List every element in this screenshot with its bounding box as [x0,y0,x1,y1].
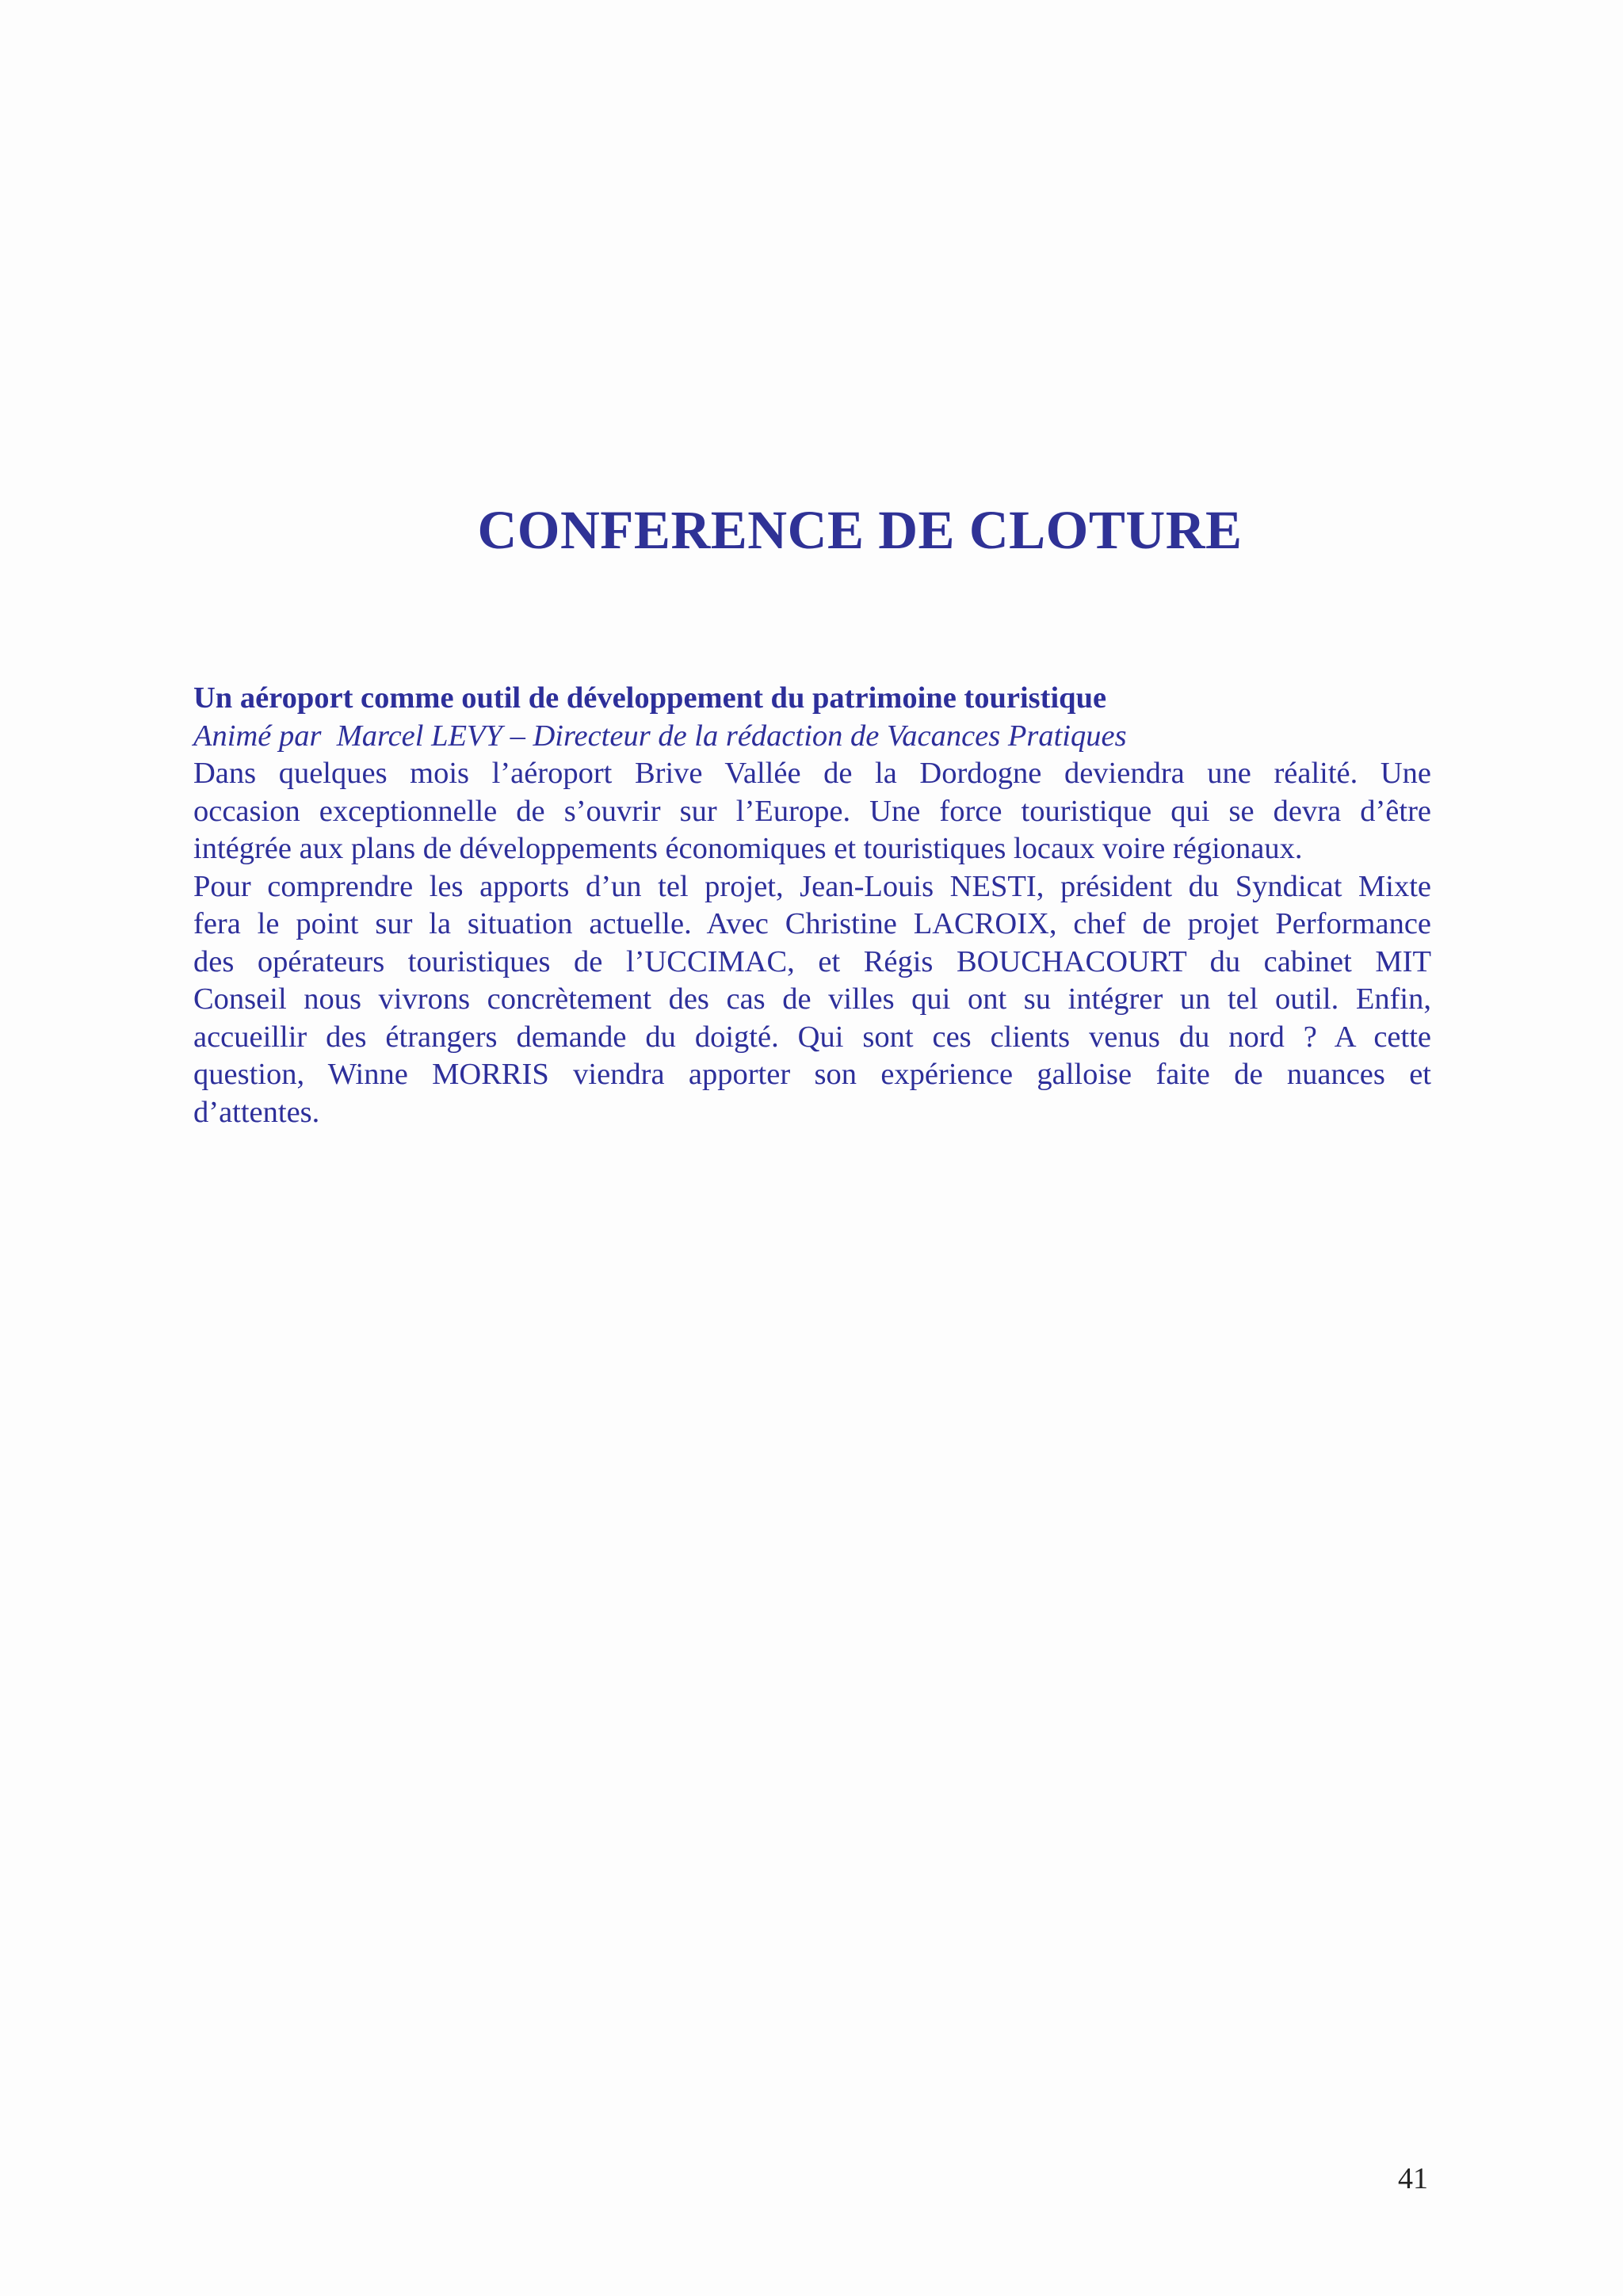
text-line: Conseil nous vivrons concrètement des cas de villes qui ont su intégrer un tel outil. Enfin, [193,982,1431,1016]
page-title: CONFERENCE DE CLOTURE [477,500,1243,560]
session-description [193,755,1431,1131]
text-line: d’attentes. [193,1095,320,1129]
text-line: Pour comprendre les apports d’un tel projet, Jean-Louis NESTI, président du Syndicat Mixte [193,869,1431,903]
text-line: occasion exceptionnelle de s’ouvrir sur l’Europe. Une force touristique qui se devra d’être [193,794,1431,828]
text-line: fera le point sur la situation actuelle. Avec Christine LACROIX, chef de projet Performance [193,907,1431,940]
page-number: 41 [1398,2162,1428,2195]
text-line: des opérateurs touristiques de l’UCCIMAC, et Régis BOUCHACOURT du cabinet MIT [193,944,1431,978]
session-block [193,680,1431,1131]
paragraph-1 [193,755,1431,868]
text-line: intégrée aux plans de développements économiques et touristiques locaux voire régionaux. [193,832,1303,865]
text-line: question, Winne MORRIS viendra apporter son expérience galloise faite de nuances et [193,1058,1431,1091]
text-line: accueillir des étrangers demande du doigté. Qui sont ces clients venus du nord ? A cette [193,1020,1431,1054]
paragraph-2 [193,868,1431,1132]
session-subtitle: Un aéroport comme outil de développement du patrimoine touristique [193,681,1107,715]
session-animator: Animé par Marcel LEVY – Directeur de la rédaction de Vacances Pratiques [193,719,1127,753]
text-line: Dans quelques mois l’aéroport Brive Vallée de la Dordogne deviendra une réalité. Une [193,757,1431,790]
